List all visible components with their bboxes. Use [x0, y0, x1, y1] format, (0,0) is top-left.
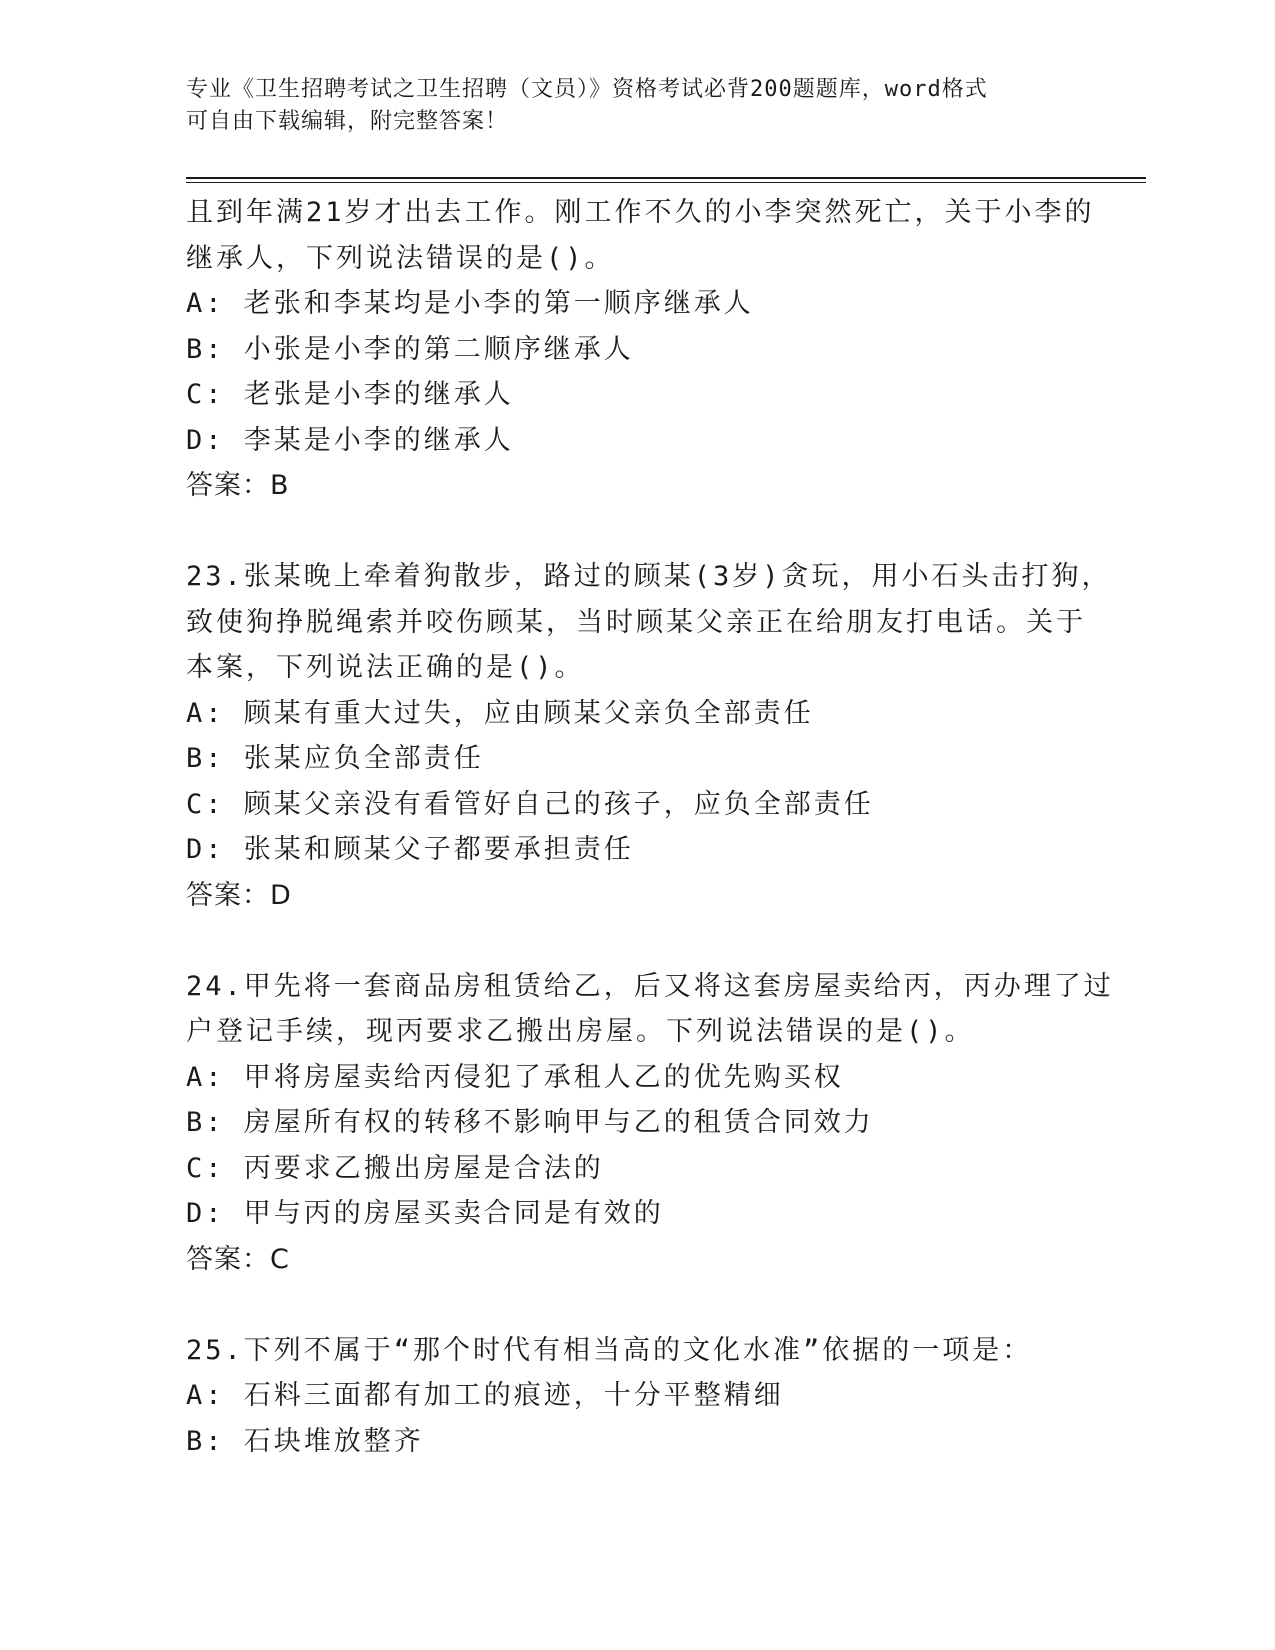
option-b: B: 房屋所有权的转移不影响甲与乙的租赁合同效力 — [186, 1107, 874, 1138]
option-a: A: 顾某有重大过失，应由顾某父亲负全部责任 — [186, 697, 814, 729]
option-d: D: 李某是小李的继承人 — [186, 424, 514, 456]
question-23 — [186, 554, 1146, 918]
document-header — [186, 74, 1086, 138]
question-text-line: 24.甲先将一套商品房租赁给乙，后又将这套房屋卖给丙，丙办理了过 — [186, 970, 1114, 1002]
header-divider-thick — [186, 177, 1146, 179]
answer-label: 答案：D — [186, 879, 292, 911]
header-title-line-1: 专业《卫生招聘考试之卫生招聘（文员）》资格考试必背200题题库，word格式 — [186, 77, 988, 102]
option-c: C: 丙要求乙搬出房屋是合法的 — [186, 1152, 604, 1184]
question-text-line: 25.下列不属于“那个时代有相当高的文化水准”依据的一项是： — [186, 1334, 1033, 1366]
option-b: B: 小张是小李的第二顺序继承人 — [186, 333, 634, 365]
option-c: C: 老张是小李的继承人 — [186, 379, 514, 410]
header-divider-thin — [186, 182, 1146, 183]
header-title-line-2: 可自由下载编辑，附完整答案！ — [186, 109, 509, 134]
question-text-line: 23.张某晚上牵着狗散步，路过的顾某(3岁)贪玩，用小石头击打狗， — [186, 561, 1112, 592]
question-22 — [186, 190, 1146, 509]
question-text-line: 户登记手续，现丙要求乙搬出房屋。下列说法错误的是()。 — [186, 1016, 975, 1047]
option-c: C: 顾某父亲没有看管好自己的孩子，应负全部责任 — [186, 788, 874, 820]
option-a: A: 石料三面都有加工的痕迹，十分平整精细 — [186, 1380, 784, 1411]
spacer — [186, 1282, 1146, 1328]
option-b: B: 张某应负全部责任 — [186, 743, 484, 774]
question-text-line: 且到年满21岁才出去工作。刚工作不久的小李突然死亡，关于小李的 — [186, 197, 1095, 228]
option-a: A: 甲将房屋卖给丙侵犯了承租人乙的优先购买权 — [186, 1061, 844, 1093]
question-content — [186, 190, 1146, 1464]
option-a: A: 老张和李某均是小李的第一顺序继承人 — [186, 288, 754, 319]
spacer — [186, 918, 1146, 964]
question-text-line: 继承人，下列说法错误的是()。 — [186, 242, 615, 274]
question-text-line: 致使狗挣脱绳索并咬伤顾某，当时顾某父亲正在给朋友打电话。关于 — [186, 606, 1086, 638]
question-25 — [186, 1328, 1146, 1465]
spacer — [186, 509, 1146, 555]
answer-label: 答案：B — [186, 470, 290, 501]
question-24 — [186, 964, 1146, 1283]
option-d: D: 张某和顾某父子都要承担责任 — [186, 834, 634, 865]
question-text-line: 本案，下列说法正确的是()。 — [186, 652, 585, 683]
answer-label: 答案：C — [186, 1243, 290, 1275]
option-d: D: 甲与丙的房屋买卖合同是有效的 — [186, 1198, 664, 1229]
option-b: B: 石块堆放整齐 — [186, 1425, 424, 1457]
